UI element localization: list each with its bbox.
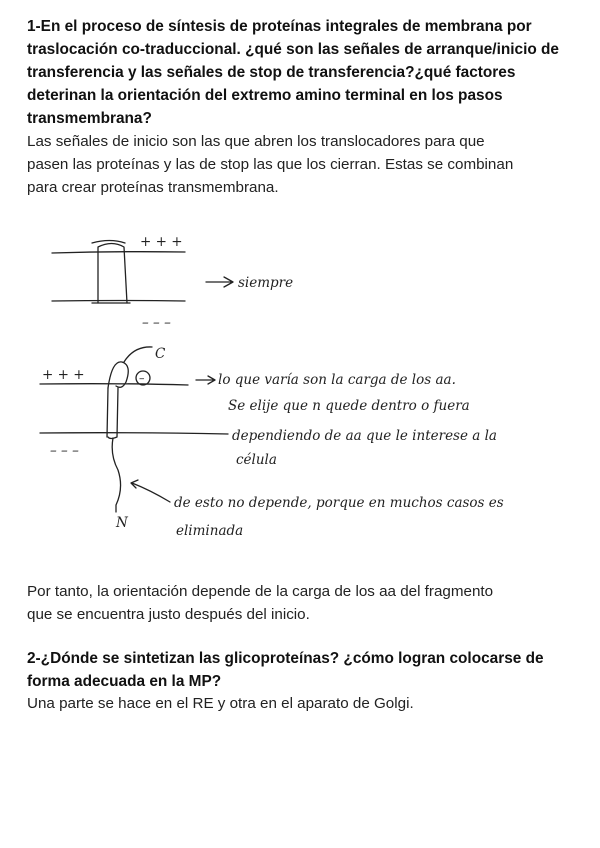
arrow-icon [131,480,170,502]
transmembrane-helix [107,388,118,439]
answer-1-line: Las señales de inicio son las que abren los translocadores para que [27,133,485,150]
question-1-line: deterinan la orientación del extremo amino terminal en los pasos [27,87,503,104]
note-line: Se elije que n quede dentro o fuera [228,398,470,414]
question-2 [27,647,587,693]
charge-plus-2: + + + [42,367,85,383]
c-terminus-line [124,347,152,362]
note-line: eliminada [176,523,244,539]
note-line: de esto no depende, porque en muchos casos es [174,495,504,511]
minus-sign: – [139,372,145,385]
answer-1-line: pasen las proteínas y las de stop las que los cierran. Estas se combinan [27,156,514,173]
arrow-icon [196,376,215,384]
question-1-line: 1-En el proceso de síntesis de proteínas integrales de membrana por [27,18,532,35]
membrane-bottom-line [40,433,228,434]
answer-2 [27,692,592,715]
answer-2-line: Una parte se hace en el RE y otra en el aparato de Golgi. [27,695,414,712]
note-siempre: siempre [238,275,294,291]
question-2-line: forma adecuada en la MP? [27,673,222,690]
note-line: lo que varía son la carga de los aa. [218,372,456,388]
label-c: C [155,346,166,362]
label-n: N [116,515,128,531]
question-2-line: 2-¿Dónde se sintetizan las glicoproteínas? ¿cómo logran colocarse de [27,650,544,667]
conclusion-line: Por tanto, la orientación depende de la carga de los aa del fragmento [27,583,494,600]
question-1-line: transferencia y las señales de stop de transferencia?¿qué factores [27,64,516,81]
note-line: célula [236,452,277,468]
note-line: dependiendo de aa que le interese a la [232,428,497,444]
charge-plus-1: + + + [140,234,183,250]
charge-minus-1: – – – [142,315,171,331]
conclusion [27,580,592,626]
question-1-line: transmembrana? [27,110,152,127]
charge-minus-2: – – – [50,443,79,459]
answer-1-line: para crear proteínas transmembrana. [27,179,279,196]
conclusion-line: que se encuentra justo después del inicio. [27,606,310,623]
question-1-line: traslocación co-traduccional. ¿qué son las señales de arranque/inicio de [27,41,559,58]
n-terminus-tail [112,438,120,512]
membrane-top-line [40,384,188,385]
